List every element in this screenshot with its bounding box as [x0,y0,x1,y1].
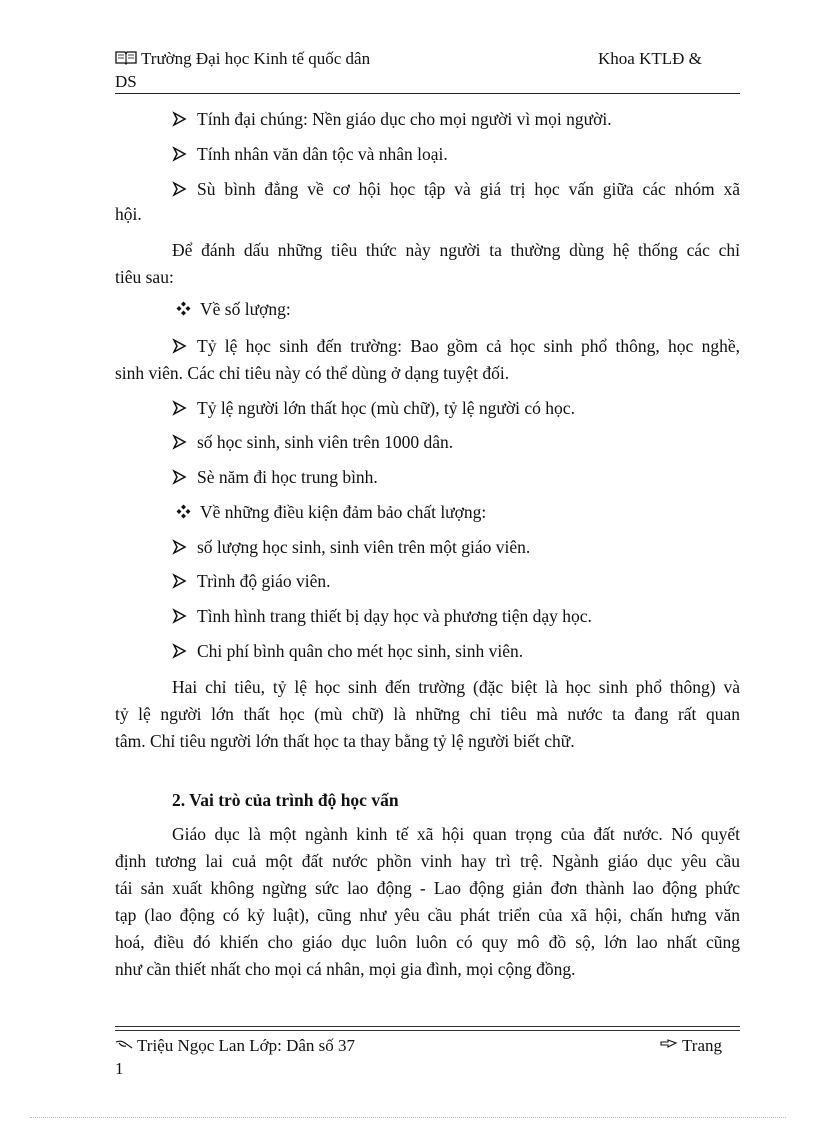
footer-rule [115,1030,740,1031]
text-line: định tương lai cuả một đất nước phồn vinh hay trì trệ. Ngành giáo dục yêu cầu [115,851,740,871]
header-faculty: Khoa KTLĐ & [598,49,702,68]
bullet-item: Tình hình trang thiết bị dạy học và phương tiện dạy học. [172,605,592,627]
four-diamond-bullet-icon [176,504,191,519]
subheading: Về những điều kiện đảm bảo chất lượng: [176,501,486,523]
bullet-item: Tính đại chúng: Nền giáo dục cho mọi người vì mọi người. [172,108,612,130]
arrow-bullet-icon [172,469,187,485]
arrow-bullet-icon [172,573,187,589]
bullet-item: Sè năm đi học trung bình. [172,466,378,488]
text-line: như cần thiết nhất cho mọi cá nhân, mọi gia đình, mọi cộng đồng. [115,959,576,979]
text-line: hội. [115,204,142,224]
section-heading: 2. Vai trò của trình độ học vấn [172,790,399,810]
subheading: Về số lượng: [176,298,291,320]
page-edge [30,1117,786,1118]
bullet-item: số lượng học sinh, sinh viên trên một giáo viên. [172,536,530,558]
bullet-item: Trình độ giáo viên. [172,570,331,592]
bullet-item: Tính nhân văn dân tộc và nhân loại. [172,143,448,165]
text-line: tạp (lao động có kỷ luật), cũng như yêu cầu phát triển của xã hội, chấn hưng văn [115,905,740,925]
arrow-bullet-icon [172,434,187,450]
text-line: tâm. Chỉ tiêu người lớn thất học ta thay bằng tỷ lệ người biết chữ. [115,731,575,751]
footer-rule [115,1026,740,1027]
bullet-item: Tỷ lệ người lớn thất học (mù chữ), tỷ lệ người có học. [172,397,575,419]
writing-hand-icon [115,1039,133,1049]
pointing-hand-icon [660,1039,678,1049]
four-diamond-bullet-icon [176,301,191,316]
arrow-bullet-icon [172,539,187,555]
arrow-bullet-icon [172,181,187,197]
text-line: Để đánh dấu những tiêu thức này người ta thường dùng hệ thống các chỉ [172,240,740,260]
arrow-bullet-icon [172,608,187,624]
arrow-bullet-icon [172,400,187,416]
text-line: tiêu sau: [115,267,174,287]
text-line: sinh viên. Các chỉ tiêu này có thể dùng ở dạng tuyệt đối. [115,363,510,383]
header-school: Trường Đại học Kinh tế quốc dân [141,49,371,68]
arrow-bullet-icon [172,111,187,127]
bullet-item: Chi phí bình quân cho mét học sinh, sinh viên. [172,640,523,662]
footer-author: Triệu Ngọc Lan Lớp: Dân số 37 [115,1035,355,1057]
header-rule [115,93,740,94]
arrow-bullet-icon [172,338,187,354]
bullet-item: Sù bình đẳng về cơ hội học tập và giá trị học vấn giữa các nhóm xã [172,178,740,200]
text-line: tái sản xuất không ngừng sức lao động - Lao động giản đơn thành lao động phức [115,878,740,898]
text-line: hoá, điều đó khiến cho giáo dục luôn luôn có quy mô đồ sộ, lớn lao nhất cũng [115,932,740,952]
bullet-item: số học sinh, sinh viên trên 1000 dân. [172,431,453,453]
arrow-bullet-icon [172,643,187,659]
header-left [115,48,370,70]
book-icon [115,50,137,65]
arrow-bullet-icon [172,146,187,162]
text-line: Hai chỉ tiêu, tỷ lệ học sinh đến trường (đặc biệt là học sinh phổ thông) và [172,677,740,697]
header-faculty-cont: DS [115,72,137,91]
text-line: tỷ lệ người lớn thất học (mù chữ) là những chỉ tiêu mà nước ta đang rất quan [115,704,740,724]
bullet-item: Tỷ lệ học sinh đến trường: Bao gồm cả học sinh phổ thông, học nghề, [172,335,740,357]
footer-page-number: 1 [115,1059,124,1078]
footer-page-label: Trang [660,1035,722,1057]
text-line: Giáo dục là một ngành kinh tế xã hội quan trọng của đất nước. Nó quyết [172,824,740,844]
